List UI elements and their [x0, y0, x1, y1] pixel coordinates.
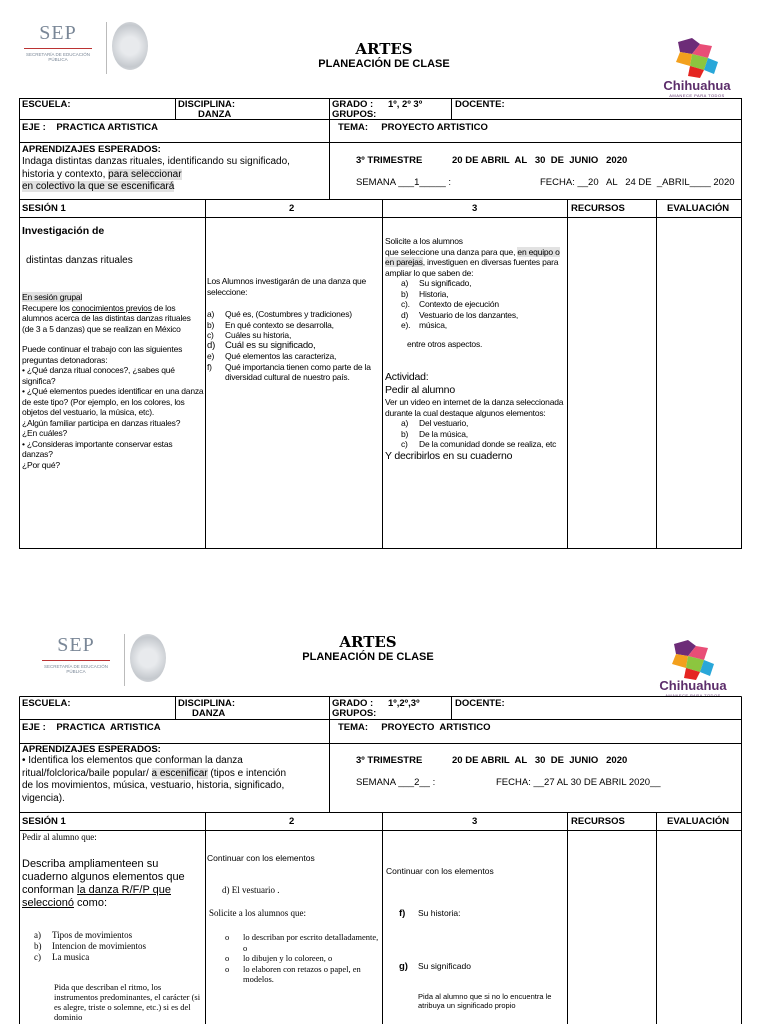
grupos-label: GRUPOS: [332, 708, 377, 719]
fecha-label: FECHA: __20 AL 24 DE _ABRIL____ 2020 [540, 177, 735, 188]
sep-logo-text: SEP [39, 22, 77, 44]
session3-continue: Continuar con los elementos [386, 866, 494, 876]
session3-content: Solicite a los alumnos que seleccione una danza para que, en equipo o en parejas, investiguen en diversas fuentes para ampliar lo que saben de: a) Su significado, b) Historia, c). Contexto de ejecución d) Vestuario de los danzantes, e). música, entre otros aspectos. Actividad: Pedir al alumno Ver un video en internet de la danza seleccionada durante la cual destaque algunos elementos: a) Del vestuario, b) De la música, c) De la comunidad donde se realiza, etc Y decribirlos en su cuaderno [385, 236, 564, 462]
aprendizajes-label: APRENDIZAJES ESPERADOS: [22, 144, 161, 155]
list-item: o lo describan por escrito detalladamente, o [225, 932, 379, 953]
session3-note: Pida al alumno que si no lo encuentra le atribuya un significado propio [418, 992, 552, 1010]
session1-description: Describa ampliamenteen su cuaderno algunos elementos que conforman la danza R/F/P que seleccionó como: [22, 858, 185, 909]
list-item: f) Qué importancia tienen como parte de la diversidad cultural de nuestro país. [207, 361, 371, 382]
trimestre-label: 3º TRIMESTRE [356, 155, 423, 166]
session2-continue: Continuar con los elementos [207, 853, 315, 863]
page-title: ARTES [339, 633, 397, 651]
chihuahua-name: Chihuahua [663, 78, 731, 93]
list-item: o lo elaboren con retazos o papel, en modelos. [225, 963, 361, 984]
session3-item-f-marker: f) [399, 908, 406, 919]
list-item: a) Su significado, [401, 278, 472, 288]
list-item: d) Cuál es su significado, [207, 339, 316, 351]
session2-instruction: Solicite a los alumnos que: [209, 908, 306, 918]
list-item: e) Qué elementos las caracteriza, [207, 351, 337, 361]
session1-subheading: distintas danzas rituales [26, 255, 133, 266]
list-item: c) Cuáles su historia, [207, 330, 292, 340]
list-item: e). música, [401, 320, 447, 330]
list-item: a) Del vestuario, [401, 418, 469, 428]
chihuahua-map-icon [670, 36, 726, 80]
disciplina-value: DANZA [192, 708, 226, 719]
tema-label: TEMA: PROYECTO ARTISTICO [338, 122, 488, 133]
trimestre-dates: 20 DE ABRIL AL 30 DE JUNIO 2020 [452, 155, 628, 166]
aprendizajes-label: APRENDIZAJES ESPERADOS: [22, 744, 161, 755]
col-evaluacion-header: EVALUACIÓN [667, 203, 730, 214]
semana-label: SEMANA ___2__ : [356, 777, 436, 788]
semana-label: SEMANA ___1_____ : [356, 177, 452, 188]
sep-logo-text: SEP [57, 634, 95, 656]
eje-label: EJE : PRACTICA ARTISTICA [22, 122, 158, 133]
aprendizajes-text: Indaga distintas danzas rituales, identificando su significado, historia y contexto, para seleccionar en colectivo la que se escenificará [22, 156, 290, 192]
page-subtitle: PLANEACIÓN DE CLASE [318, 58, 450, 70]
list-item: a) Qué es, (Costumbres y tradiciones) [207, 309, 352, 319]
col-3-header: 3 [472, 203, 478, 214]
trimestre-dates: 20 DE ABRIL AL 30 DE JUNIO 2020 [452, 755, 628, 766]
col-3-header: 3 [472, 816, 478, 827]
list-item: a) Tipos de movimientos [34, 930, 133, 940]
list-item: c) La musica [34, 952, 90, 962]
session1-content: En sesión grupal Recupere los conocimientos previos de los alumnos acerca de las distintas danzas rituales (de 3 a 5 danzas) que se realizan en México Puede continuar el trabajo con las siguientes preguntas detonadoras: • ¿Qué danza ritual conoces?, ¿sabes qué significa? • ¿Qué elementos puedes identificar en una danza de este tipo? (Por ejemplo, en los colores, los objetos del vestuario, la música, etc). ¿Algún familiar participa en danzas rituales? ¿En cuáles? • ¿Consideras importante conservar estas danzas? ¿Por qué? [22, 292, 204, 470]
escuela-label: ESCUELA: [22, 698, 71, 709]
col-2-header: 2 [289, 816, 295, 827]
session3-list-2 [385, 418, 565, 450]
list-item: b) Intencion de movimientos [34, 941, 146, 951]
sep-logo-subtext: SECRETARÍA DE EDUCACIÓN PÚBLICA [44, 664, 108, 674]
col-recursos-header: RECURSOS [571, 816, 625, 827]
list-item: d) Vestuario de los danzantes, [401, 309, 519, 320]
session1-list [34, 930, 204, 963]
list-item: b) En qué contexto se desarrolla, [207, 319, 334, 330]
grado-label: GRADO : [332, 698, 374, 709]
list-item: c) De la comunidad donde se realiza, etc [401, 439, 557, 449]
page-subtitle: PLANEACIÓN DE CLASE [302, 651, 434, 663]
chihuahua-tagline: AMANECE PARA TODOS [669, 93, 725, 98]
fecha-label: FECHA: __27 AL 30 DE ABRIL 2020__ [496, 777, 661, 788]
col-sesion-header: SESIÓN 1 [22, 816, 66, 827]
session2-content: Los Alumnos investigarán de una danza que seleccione: a) Qué es, (Costumbres y tradiciones) b) En qué contexto se desarrolla, c) Cuáles su historia, d) Cuál es su significado, e) Qué elementos las caracteriza, f) Qué importancia tienen como parte de la diversidad cultural de nuestro país. [207, 276, 381, 383]
list-item: o lo dibujen y lo coloreen, o [225, 953, 333, 963]
session1-intro: Pedir al alumno que: [22, 832, 97, 842]
session1-note: Pida que describan el ritmo, los instrumentos predominantes, el carácter (si es alegre, triste o solemne, etc.) si es del dominio [54, 982, 201, 1022]
eje-label: EJE : PRACTICA ARTISTICA [22, 722, 161, 733]
grado-value: 1º,2º,3º [388, 698, 420, 709]
grupos-label: GRUPOS: [332, 109, 377, 120]
page-title: ARTES [355, 40, 413, 58]
aprendizajes-text: • Identifica los elementos que conforman la danza ritual/folclorica/baile popular/ a escenificar (tipos e intención de los movimientos, música, vestuario, historia, significado, vigencia). [22, 755, 287, 804]
tema-label: TEMA: PROYECTO ARTISTICO [338, 722, 491, 733]
session3-item-f: Su historia: [418, 908, 461, 918]
escuela-label: ESCUELA: [22, 99, 71, 110]
docente-label: DOCENTE: [455, 99, 505, 110]
trimestre-label: 3º TRIMESTRE [356, 755, 423, 766]
col-recursos-header: RECURSOS [571, 203, 625, 214]
chihuahua-logo [648, 638, 738, 698]
session2-list [207, 309, 381, 383]
session3-item-g-marker: g) [399, 961, 408, 972]
list-item: c). Contexto de ejecución [401, 299, 499, 309]
list-item: b) De la música, [401, 428, 468, 439]
col-2-header: 2 [289, 203, 295, 214]
col-sesion-header: SESIÓN 1 [22, 203, 66, 214]
session3-item-g: Su significado [418, 961, 471, 971]
disciplina-label: DISCIPLINA: [178, 99, 235, 110]
session1-heading: Investigación de [22, 225, 105, 237]
disciplina-value: DANZA [198, 109, 232, 120]
list-item: b) Historia, [401, 288, 449, 299]
grado-label: GRADO : [332, 99, 374, 110]
disciplina-label: DISCIPLINA: [178, 698, 235, 709]
session2-list [225, 932, 380, 985]
chihuahua-name: Chihuahua [659, 678, 727, 693]
chihuahua-tagline: AMANECE PARA TODOS [665, 693, 721, 698]
grado-value: 1º, 2º 3º [388, 99, 423, 110]
docente-label: DOCENTE: [455, 698, 505, 709]
session3-list [385, 278, 565, 331]
sep-logo-subtext: SECRETARÍA DE EDUCACIÓN PÚBLICA [26, 52, 90, 62]
planning-page-2 [0, 610, 768, 1024]
col-evaluacion-header: EVALUACIÓN [667, 816, 730, 827]
chihuahua-logo [652, 36, 742, 96]
chihuahua-map-icon [666, 638, 722, 682]
session2-item-d: d) El vestuario . [222, 885, 280, 895]
